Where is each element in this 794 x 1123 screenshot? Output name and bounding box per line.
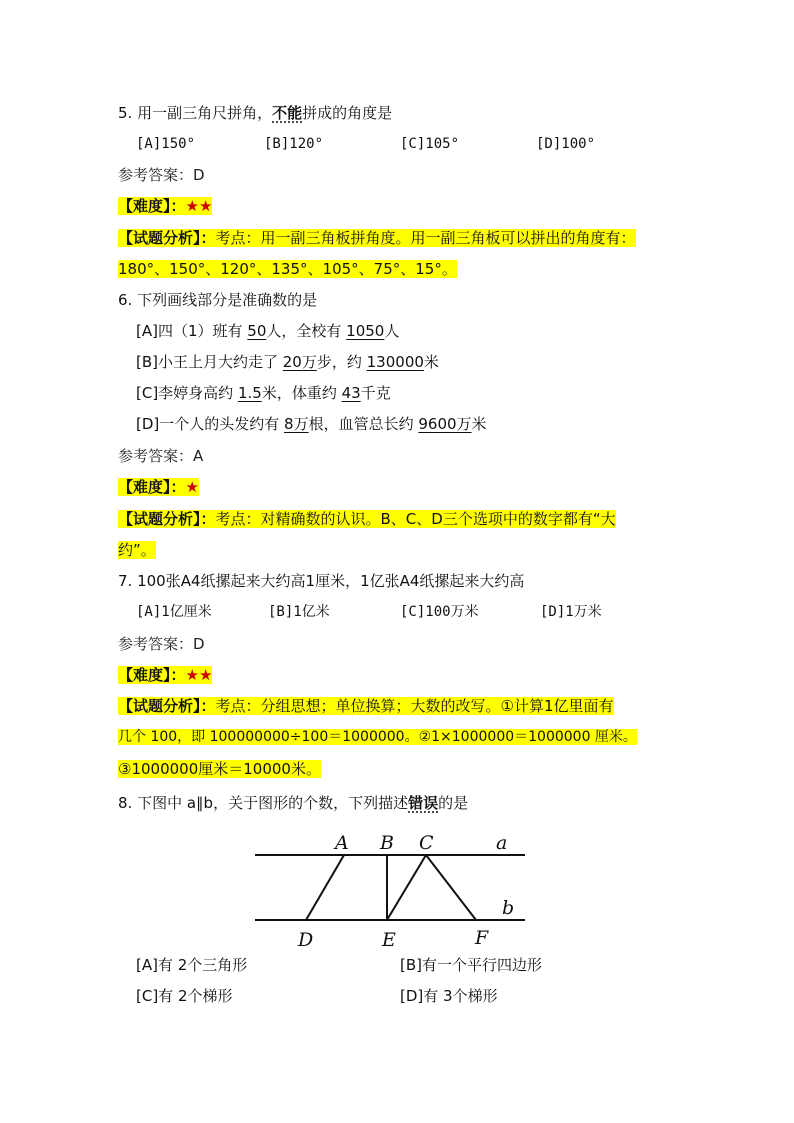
- q6-option-a-text3: 人: [384, 322, 400, 340]
- q7-analysis-line1: [118, 695, 614, 717]
- q8-stem: [118, 792, 468, 814]
- q7-analysis-text3: ③1000000厘米＝10000米。: [118, 760, 321, 778]
- q7-analysis-text2: 几个 100，即 100000000÷100＝1000000。②1×1000000＝1000000 厘米。: [118, 729, 637, 745]
- label-point-d: D: [298, 929, 314, 951]
- q6-analysis-text2: 约”。: [118, 541, 156, 559]
- q5-stem-part2: 拼成的角度是: [302, 104, 393, 122]
- q8-number: 8.: [118, 794, 133, 812]
- q6-option-b-underline1: 20万: [282, 353, 317, 371]
- q5-stem: [118, 102, 392, 124]
- q8-stem-part1: 下图中 a∥b，关于图形的个数，下列描述: [137, 794, 409, 812]
- q6-difficulty-label: 【难度】：: [118, 478, 186, 496]
- q5-option-c: [C]105°: [400, 136, 460, 152]
- q5-analysis-text2: 180°、150°、120°、135°、105°、75°、15°。: [118, 260, 457, 278]
- q5-difficulty-label: 【难度】：: [118, 197, 186, 215]
- q5-analysis-label: 【试题分析】：: [118, 229, 216, 247]
- q6-option-c-text2: 米，体重约: [261, 384, 342, 402]
- segment-ce: [387, 855, 426, 920]
- q6-option-d-underline1: 8万: [284, 415, 309, 433]
- label-line-a: a: [496, 832, 508, 854]
- q6-option-b: [136, 351, 439, 373]
- label-point-a: A: [335, 832, 349, 854]
- q8-option-a: [A]有 2个三角形: [136, 956, 248, 974]
- q7-answer: 参考答案：D: [118, 635, 205, 653]
- q6-stem-text: 下列画线部分是准确数的是: [137, 291, 318, 309]
- segment-cf: [426, 855, 476, 920]
- q6-option-a: [136, 320, 399, 342]
- q7-difficulty: [118, 664, 212, 686]
- label-point-c: C: [419, 832, 434, 854]
- q7-analysis-text1: 考点：分组思想；单位换算；大数的改写。①计算1亿里面有: [215, 697, 614, 715]
- q7-analysis-label: 【试题分析】：: [118, 697, 216, 715]
- q7-difficulty-label: 【难度】：: [118, 666, 186, 684]
- q7-number: 7.: [118, 572, 133, 590]
- q6-option-c-underline1: 1.5: [237, 384, 262, 402]
- q6-stem: [118, 289, 317, 311]
- q5-analysis-text1: 考点：用一副三角板拼角度。用一副三角板可以拼出的角度有：: [215, 229, 636, 247]
- q8-option-d: [D]有 3个梯形: [400, 987, 498, 1005]
- q5-number: 5.: [118, 104, 133, 122]
- q5-stem-part1: 用一副三角尺拼角，: [137, 104, 273, 122]
- q7-stem-text: 100张A4纸摞起来大约高1厘米，1亿张A4纸摞起来大约高: [137, 572, 525, 590]
- q8-stem-part2: 的是: [438, 794, 469, 812]
- q5-option-d: [D]100°: [536, 136, 596, 152]
- q6-option-a-underline2: 1050: [346, 322, 385, 340]
- q6-answer: 参考答案：A: [118, 447, 204, 465]
- label-point-e: E: [382, 929, 396, 951]
- q7-option-d: [D]1万米: [540, 604, 602, 620]
- q8-stem-emphasis: 错误: [408, 794, 439, 812]
- label-point-b: B: [380, 832, 394, 854]
- q7-difficulty-stars: ★★: [185, 666, 213, 684]
- q6-option-d-underline2: 9600万: [418, 415, 472, 433]
- q7-analysis-line3: [118, 758, 321, 780]
- q8-geometry-figure: [240, 826, 540, 952]
- q8-option-c: [C]有 2个梯形: [136, 987, 233, 1005]
- q6-option-b-text1: [B]小王上月大约走了: [136, 353, 283, 371]
- q6-analysis-label: 【试题分析】：: [118, 510, 216, 528]
- q6-analysis-line2: [118, 539, 156, 561]
- q6-analysis-line1: [118, 508, 616, 530]
- q6-option-a-text2: 人，全校有: [266, 322, 347, 340]
- q7-stem: [118, 570, 524, 592]
- q6-option-a-text1: [A]四（1）班有: [136, 322, 248, 340]
- segment-ad: [306, 855, 344, 920]
- q5-answer: 参考答案：D: [118, 166, 205, 184]
- q5-option-a: [A]150°: [136, 136, 196, 152]
- q6-option-d: [136, 413, 487, 435]
- q7-analysis-line2: [118, 726, 637, 748]
- q7-option-b: [B]1亿米: [268, 604, 330, 620]
- q6-analysis-text1: 考点：对精确数的认识。B、C、D三个选项中的数字都有“大: [215, 510, 616, 528]
- q6-option-c-text3: 千克: [360, 384, 391, 402]
- q8-option-b: [B]有一个平行四边形: [400, 956, 542, 974]
- q6-option-c-text1: [C]李婷身高约: [136, 384, 238, 402]
- q5-analysis-line2: [118, 258, 457, 280]
- q5-difficulty-stars: ★★: [185, 197, 213, 215]
- q6-option-d-text2: 根，血管总长约: [308, 415, 419, 433]
- q6-number: 6.: [118, 291, 133, 309]
- q5-option-b: [B]120°: [264, 136, 324, 152]
- q5-stem-emphasis: 不能: [272, 104, 303, 122]
- q6-option-d-text3: 米: [471, 415, 487, 433]
- q6-option-b-text2: 步，约: [316, 353, 367, 371]
- label-point-f: F: [475, 927, 489, 949]
- q6-option-b-underline2: 130000: [366, 353, 424, 371]
- q6-option-b-text3: 米: [423, 353, 439, 371]
- q6-option-d-text1: [D]一个人的头发约有: [136, 415, 285, 433]
- q6-difficulty: [118, 476, 199, 498]
- q6-option-c-underline2: 43: [341, 384, 361, 402]
- q6-option-a-underline1: 50: [247, 322, 267, 340]
- q5-difficulty: [118, 195, 212, 217]
- q5-analysis-line1: [118, 227, 636, 249]
- q6-option-c: [136, 382, 391, 404]
- label-line-b: b: [502, 897, 515, 919]
- q7-option-c: [C]100万米: [400, 604, 479, 620]
- q7-option-a: [A]1亿厘米: [136, 604, 212, 620]
- q6-difficulty-stars: ★: [185, 478, 199, 496]
